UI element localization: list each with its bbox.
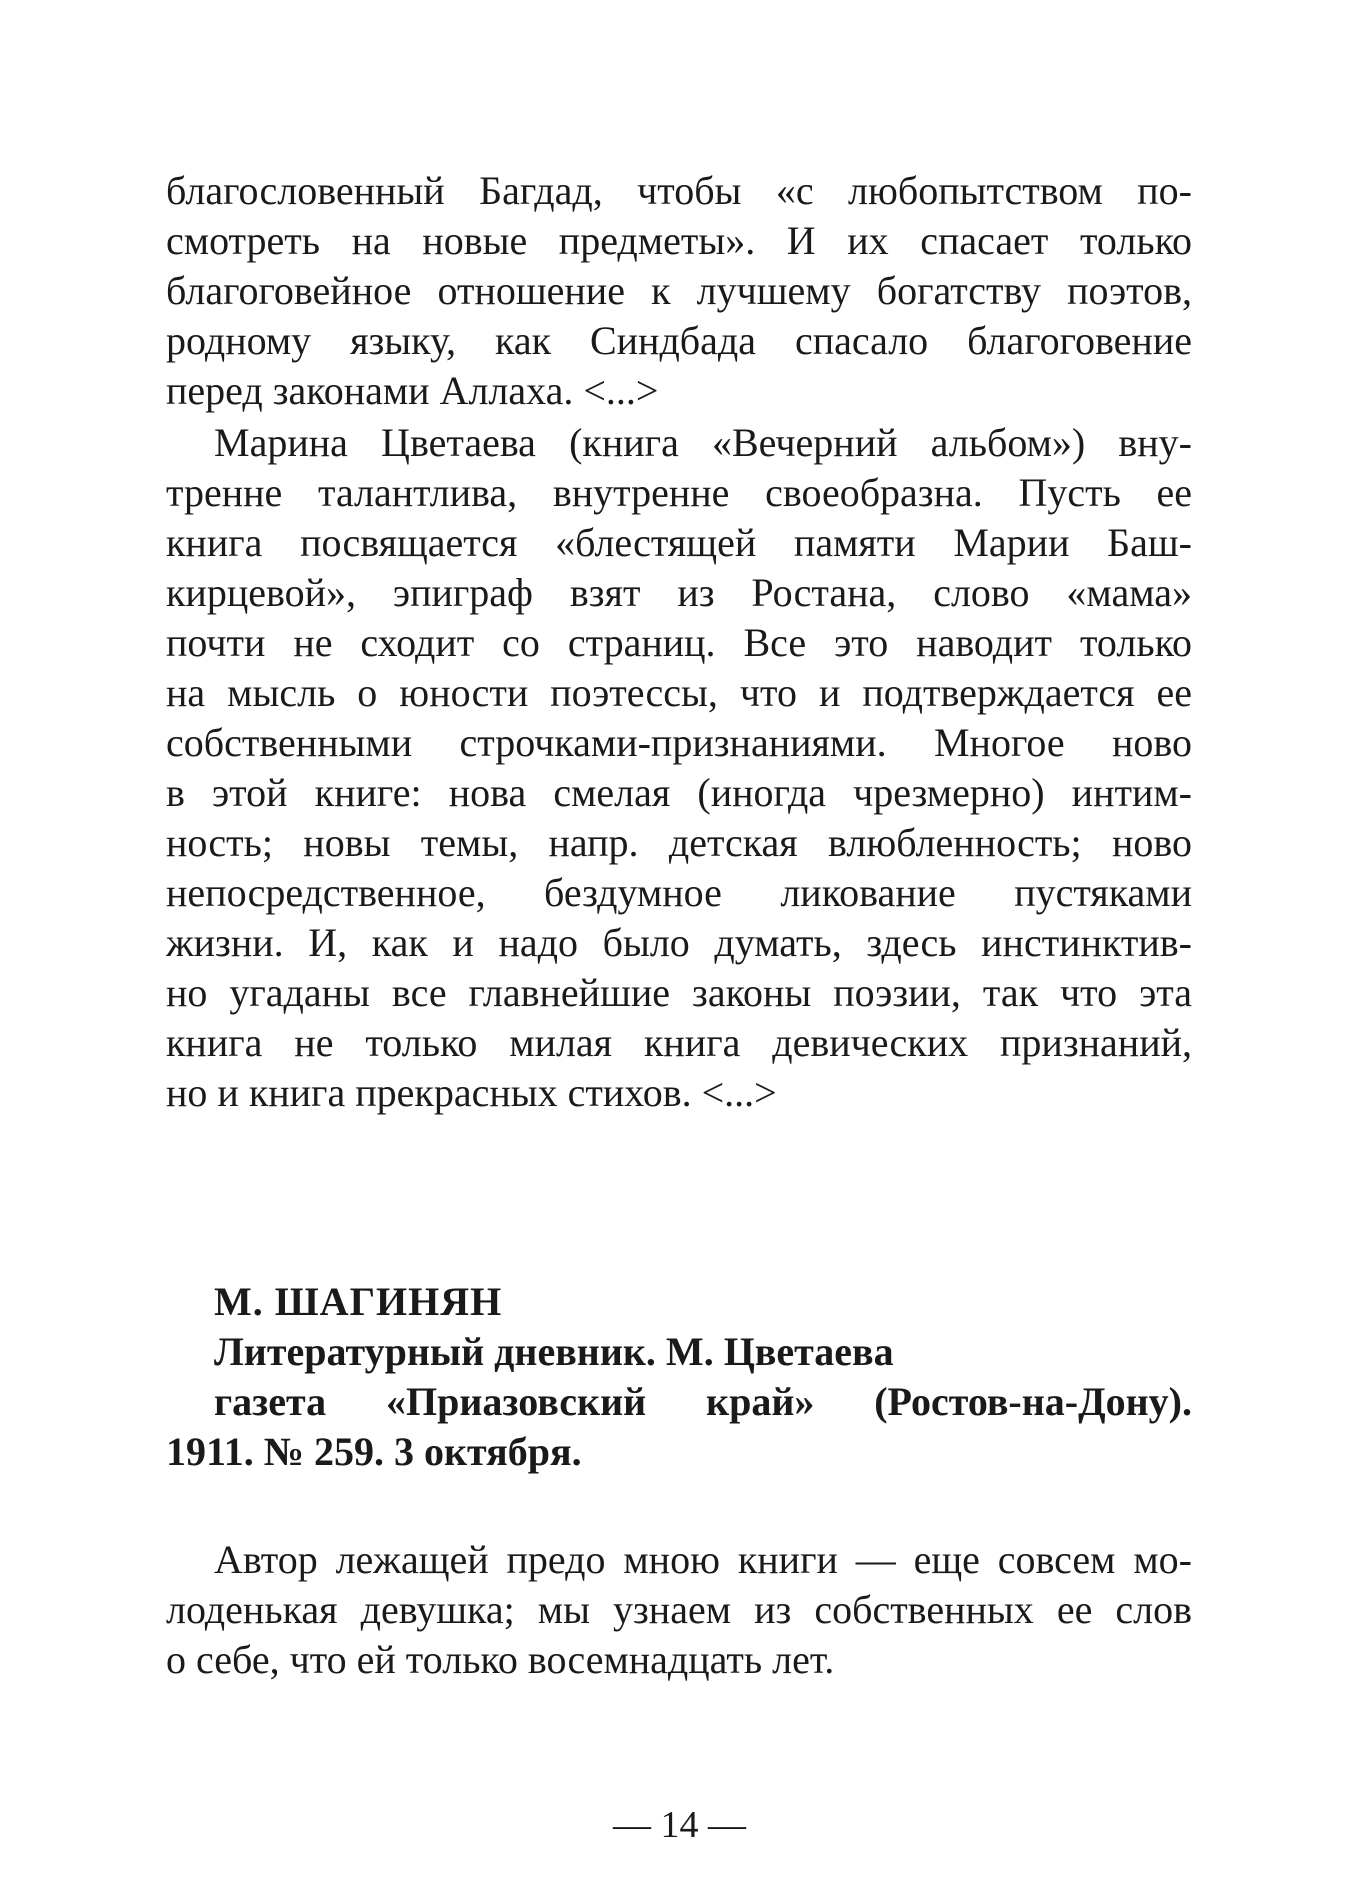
text-line: непосредственное, бездумное ликование пустяками <box>166 870 1192 915</box>
paragraph-3 <box>166 1535 1192 1685</box>
text-line: но угаданы все главнейшие законы поэзии, так что эта <box>166 970 1192 1015</box>
text-line: Марина Цветаева (книга «Вечерний альбом») вну- <box>214 420 1192 465</box>
article-title: Литературный дневник. М. Цветаева <box>214 1329 894 1374</box>
text-line: тренне талантлива, внутренне своеобразна. Пусть ее <box>166 470 1192 515</box>
paragraph-1 <box>166 166 1192 416</box>
text-line: почти не сходит со страниц. Все это наводит только <box>166 620 1192 665</box>
text-line: родному языку, как Синдбада спасало благоговение <box>166 318 1192 363</box>
text-line: лоденькая девушка; мы узнаем из собственных ее слов <box>166 1587 1192 1632</box>
text-line: книга посвящается «блестящей памяти Марии Баш- <box>166 520 1192 565</box>
text-line: перед законами Аллаха. <...> <box>166 368 659 413</box>
text-line: благословенный Багдад, чтобы «с любопытством по- <box>166 168 1192 213</box>
article-source: газета «Приазовский край» (Ростов-на-Дону). <box>214 1379 1192 1424</box>
paragraph-2 <box>166 418 1192 1118</box>
text-line: но и книга прекрасных стихов. <...> <box>166 1070 777 1115</box>
page-number: — 14 — <box>613 1804 746 1846</box>
text-line: книга не только милая книга девических признаний, <box>166 1020 1192 1065</box>
text-line: кирцевой», эпиграф взят из Ростана, слово «мама» <box>166 570 1192 615</box>
text-line: благоговейное отношение к лучшему богатству поэтов, <box>166 268 1192 313</box>
article-date: 1911. № 259. 3 октября. <box>166 1429 582 1474</box>
text-line: смотреть на новые предметы». И их спасает только <box>166 218 1192 263</box>
text-line: на мысль о юности поэтессы, что и подтверждается ее <box>166 670 1192 715</box>
author-name: М. ШАГИНЯН <box>214 1279 503 1324</box>
text-line: жизни. И, как и надо было думать, здесь инстинктив- <box>166 920 1192 965</box>
text-line: ность; новы темы, напр. детская влюбленность; ново <box>166 820 1192 865</box>
text-line: Автор лежащей предо мною книги — еще совсем мо- <box>214 1537 1192 1582</box>
text-line: о себе, что ей только восемнадцать лет. <box>166 1637 835 1682</box>
article-heading <box>166 1277 1192 1477</box>
text-line: в этой книге: нова смелая (иногда чрезмерно) интим- <box>166 770 1192 815</box>
text-line: собственными строчками-признаниями. Многое ново <box>166 720 1192 765</box>
